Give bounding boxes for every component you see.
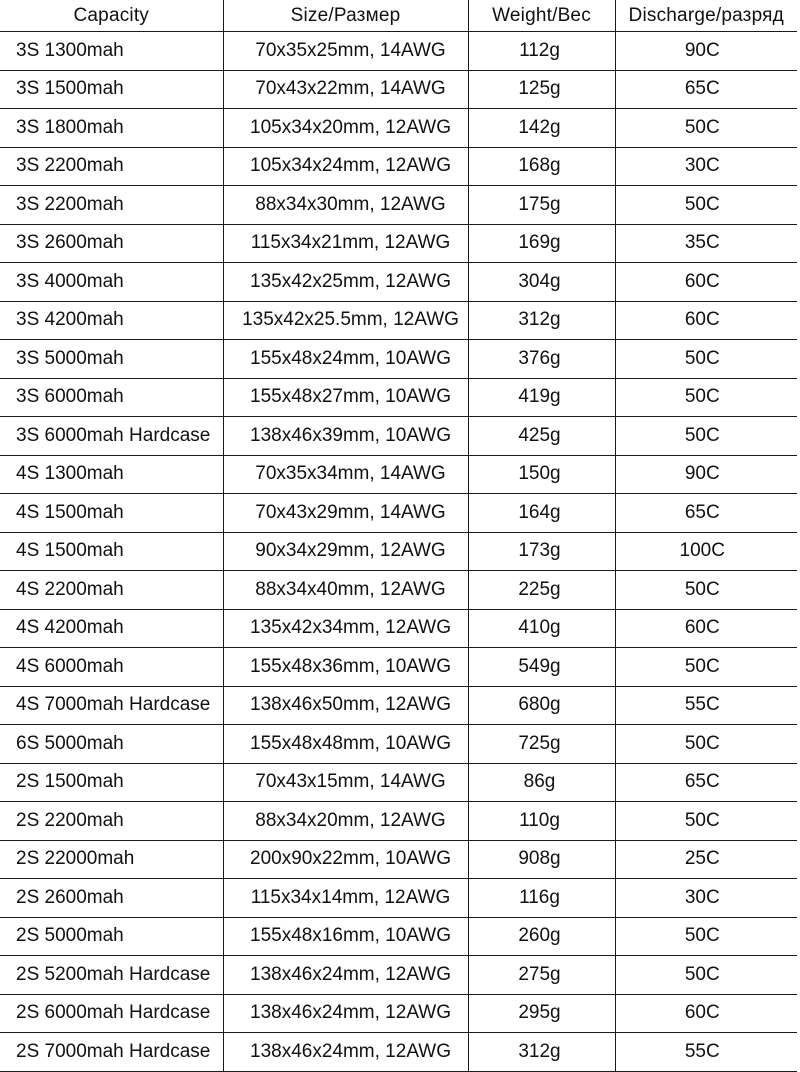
size-cell: 155x48x36mm, 10AWG: [223, 648, 468, 687]
weight-cell: 549g: [468, 648, 615, 687]
discharge-cell: 50C: [615, 802, 797, 841]
table-row: [0, 917, 797, 956]
table-row: [0, 70, 797, 109]
weight-cell: 908g: [468, 840, 615, 879]
discharge-cell: 60C: [615, 609, 797, 648]
discharge-cell: 65C: [615, 494, 797, 533]
discharge-cell: 35C: [615, 224, 797, 263]
capacity-cell: 4S 1500mah: [0, 494, 223, 533]
capacity-cell: 4S 1500mah: [0, 532, 223, 571]
weight-cell: 150g: [468, 455, 615, 494]
table-row: [0, 147, 797, 186]
header-row: [0, 0, 797, 32]
capacity-cell: 6S 5000mah: [0, 725, 223, 764]
weight-cell: 110g: [468, 802, 615, 841]
discharge-cell: 30C: [615, 147, 797, 186]
capacity-cell: 3S 1800mah: [0, 109, 223, 148]
size-cell: 138x46x24mm, 12AWG: [223, 956, 468, 995]
discharge-cell: 50C: [615, 186, 797, 225]
discharge-cell: 30C: [615, 879, 797, 918]
weight-cell: 225g: [468, 571, 615, 610]
size-cell: 90x34x29mm, 12AWG: [223, 532, 468, 571]
table-row: [0, 648, 797, 687]
table-row: [0, 301, 797, 340]
capacity-cell: 3S 1500mah: [0, 70, 223, 109]
size-cell: 138x46x24mm, 12AWG: [223, 1033, 468, 1072]
table-row: [0, 571, 797, 610]
table-row: [0, 109, 797, 148]
capacity-cell: 3S 4200mah: [0, 301, 223, 340]
size-cell: 115x34x21mm, 12AWG: [223, 224, 468, 263]
size-cell: 155x48x16mm, 10AWG: [223, 917, 468, 956]
weight-cell: 175g: [468, 186, 615, 225]
size-cell: 70x43x22mm, 14AWG: [223, 70, 468, 109]
table-row: [0, 802, 797, 841]
capacity-cell: 2S 7000mah Hardcase: [0, 1033, 223, 1072]
capacity-cell: 4S 2200mah: [0, 571, 223, 610]
table-row: [0, 417, 797, 456]
weight-cell: 425g: [468, 417, 615, 456]
weight-cell: 376g: [468, 340, 615, 379]
table-row: [0, 532, 797, 571]
table-body: [0, 32, 797, 1072]
table-row: [0, 763, 797, 802]
capacity-cell: 3S 4000mah: [0, 263, 223, 302]
capacity-cell: 2S 6000mah Hardcase: [0, 994, 223, 1033]
discharge-cell: 60C: [615, 301, 797, 340]
table-row: [0, 455, 797, 494]
table-row: [0, 340, 797, 379]
discharge-cell: 50C: [615, 378, 797, 417]
weight-cell: 410g: [468, 609, 615, 648]
weight-cell: 142g: [468, 109, 615, 148]
size-cell: 135x42x25mm, 12AWG: [223, 263, 468, 302]
discharge-cell: 50C: [615, 917, 797, 956]
capacity-cell: 3S 5000mah: [0, 340, 223, 379]
header-capacity: Capacity: [0, 0, 223, 32]
discharge-cell: 60C: [615, 263, 797, 302]
weight-cell: 312g: [468, 301, 615, 340]
weight-cell: 112g: [468, 32, 615, 71]
capacity-cell: 3S 1300mah: [0, 32, 223, 71]
weight-cell: 169g: [468, 224, 615, 263]
capacity-cell: 2S 5000mah: [0, 917, 223, 956]
discharge-cell: 55C: [615, 686, 797, 725]
size-cell: 88x34x40mm, 12AWG: [223, 571, 468, 610]
size-cell: 138x46x39mm, 10AWG: [223, 417, 468, 456]
size-cell: 200x90x22mm, 10AWG: [223, 840, 468, 879]
size-cell: 155x48x48mm, 10AWG: [223, 725, 468, 764]
size-cell: 138x46x50mm, 12AWG: [223, 686, 468, 725]
capacity-cell: 2S 5200mah Hardcase: [0, 956, 223, 995]
size-cell: 70x35x25mm, 14AWG: [223, 32, 468, 71]
size-cell: 105x34x20mm, 12AWG: [223, 109, 468, 148]
header-discharge: Discharge/разряд: [615, 0, 797, 32]
capacity-cell: 4S 6000mah: [0, 648, 223, 687]
size-cell: 70x35x34mm, 14AWG: [223, 455, 468, 494]
table-row: [0, 609, 797, 648]
discharge-cell: 50C: [615, 417, 797, 456]
table-row: [0, 263, 797, 302]
capacity-cell: 2S 2200mah: [0, 802, 223, 841]
table-row: [0, 224, 797, 263]
weight-cell: 419g: [468, 378, 615, 417]
discharge-cell: 65C: [615, 70, 797, 109]
table-row: [0, 186, 797, 225]
discharge-cell: 90C: [615, 455, 797, 494]
discharge-cell: 50C: [615, 648, 797, 687]
capacity-cell: 3S 2200mah: [0, 186, 223, 225]
table-row: [0, 725, 797, 764]
size-cell: 135x42x34mm, 12AWG: [223, 609, 468, 648]
size-cell: 105x34x24mm, 12AWG: [223, 147, 468, 186]
header-size: Size/Размер: [223, 0, 468, 32]
table-row: [0, 494, 797, 533]
discharge-cell: 50C: [615, 571, 797, 610]
table-header: [0, 0, 797, 32]
capacity-cell: 3S 6000mah Hardcase: [0, 417, 223, 456]
weight-cell: 168g: [468, 147, 615, 186]
weight-cell: 295g: [468, 994, 615, 1033]
table-row: [0, 378, 797, 417]
size-cell: 155x48x24mm, 10AWG: [223, 340, 468, 379]
size-cell: 70x43x29mm, 14AWG: [223, 494, 468, 533]
discharge-cell: 90C: [615, 32, 797, 71]
table-row: [0, 32, 797, 71]
discharge-cell: 25C: [615, 840, 797, 879]
discharge-cell: 50C: [615, 725, 797, 764]
capacity-cell: 4S 7000mah Hardcase: [0, 686, 223, 725]
table-row: [0, 956, 797, 995]
capacity-cell: 2S 2600mah: [0, 879, 223, 918]
size-cell: 88x34x30mm, 12AWG: [223, 186, 468, 225]
weight-cell: 680g: [468, 686, 615, 725]
size-cell: 135x42x25.5mm, 12AWG: [223, 301, 468, 340]
size-cell: 88x34x20mm, 12AWG: [223, 802, 468, 841]
weight-cell: 125g: [468, 70, 615, 109]
capacity-cell: 2S 1500mah: [0, 763, 223, 802]
discharge-cell: 60C: [615, 994, 797, 1033]
discharge-cell: 100C: [615, 532, 797, 571]
discharge-cell: 50C: [615, 109, 797, 148]
size-cell: 115x34x14mm, 12AWG: [223, 879, 468, 918]
weight-cell: 173g: [468, 532, 615, 571]
header-weight: Weight/Вес: [468, 0, 615, 32]
table-row: [0, 840, 797, 879]
capacity-cell: 3S 2600mah: [0, 224, 223, 263]
weight-cell: 304g: [468, 263, 615, 302]
size-cell: 155x48x27mm, 10AWG: [223, 378, 468, 417]
discharge-cell: 50C: [615, 340, 797, 379]
table-row: [0, 994, 797, 1033]
table-row: [0, 879, 797, 918]
weight-cell: 164g: [468, 494, 615, 533]
capacity-cell: 2S 22000mah: [0, 840, 223, 879]
table-row: [0, 1033, 797, 1072]
discharge-cell: 65C: [615, 763, 797, 802]
weight-cell: 116g: [468, 879, 615, 918]
weight-cell: 275g: [468, 956, 615, 995]
capacity-cell: 4S 1300mah: [0, 455, 223, 494]
discharge-cell: 50C: [615, 956, 797, 995]
weight-cell: 260g: [468, 917, 615, 956]
size-cell: 70x43x15mm, 14AWG: [223, 763, 468, 802]
capacity-cell: 3S 2200mah: [0, 147, 223, 186]
capacity-cell: 3S 6000mah: [0, 378, 223, 417]
size-cell: 138x46x24mm, 12AWG: [223, 994, 468, 1033]
table-row: [0, 686, 797, 725]
weight-cell: 312g: [468, 1033, 615, 1072]
discharge-cell: 55C: [615, 1033, 797, 1072]
capacity-cell: 4S 4200mah: [0, 609, 223, 648]
weight-cell: 725g: [468, 725, 615, 764]
weight-cell: 86g: [468, 763, 615, 802]
